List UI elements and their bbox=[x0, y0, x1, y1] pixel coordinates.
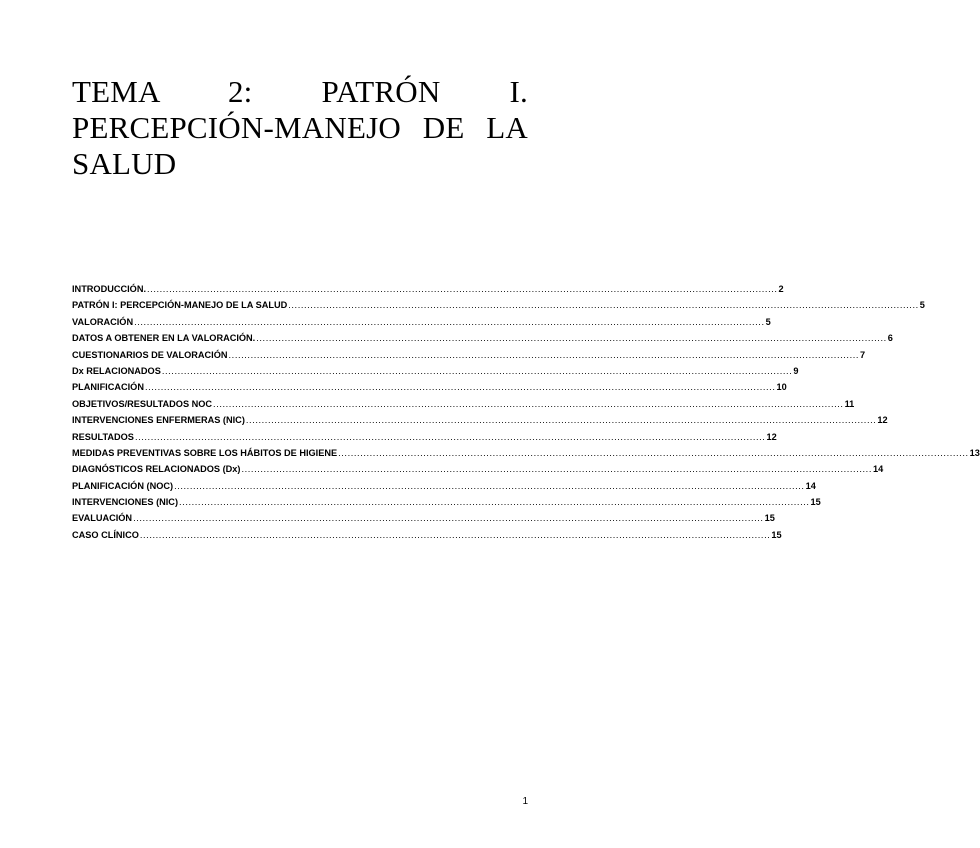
toc-dot-leader: ........................................................................................................................................................................................................ bbox=[144, 382, 776, 393]
toc-entry-label: INTRODUCCIÓN. bbox=[72, 284, 147, 294]
toc-entry-label: PLANIFICACIÓN (NOC) bbox=[72, 480, 174, 491]
toc-entry-page-number: 10 bbox=[776, 382, 787, 393]
toc-dot-leader: ........................................................................................................................................................................................................ bbox=[174, 480, 805, 491]
toc-entry-label: Dx RELACIONADOS bbox=[72, 365, 161, 376]
toc-entry-page-number: 9 bbox=[793, 365, 799, 376]
toc-dot-leader: ........................................................................................................................................................................................................ bbox=[133, 513, 764, 524]
toc-entry-page-number: 15 bbox=[810, 497, 821, 508]
toc-entry[interactable] bbox=[72, 510, 775, 526]
toc-entry-page-number: 7 bbox=[860, 349, 866, 360]
toc-entry[interactable] bbox=[72, 527, 782, 543]
toc-entry-label: CASO CLÍNICO bbox=[72, 529, 139, 540]
toc-entry-page-number: 12 bbox=[766, 431, 777, 442]
toc-dot-leader: ........................................................................................................................................................................................................ bbox=[228, 349, 860, 360]
toc-entry-page-number: 14 bbox=[805, 480, 816, 491]
page-number: 1 bbox=[522, 796, 528, 807]
toc-entry-label: RESULTADOS bbox=[72, 431, 134, 442]
toc-entry[interactable] bbox=[72, 478, 816, 494]
toc-entry-label: VALORACIÓN bbox=[72, 316, 134, 327]
toc-entry-page-number: 11 bbox=[844, 398, 855, 409]
toc-dot-leader: ........................................................................................................................................................................................................ bbox=[134, 316, 765, 327]
toc-entry-page-number: 12 bbox=[877, 415, 888, 426]
toc-entry[interactable] bbox=[72, 461, 884, 477]
toc-entry[interactable] bbox=[72, 429, 777, 445]
toc-dot-leader: ........................................................................................................................................................................................................ bbox=[147, 284, 778, 294]
toc-entry-page-number: 13 bbox=[969, 447, 980, 458]
toc-entry-label: CUESTIONARIOS DE VALORACIÓN bbox=[72, 349, 228, 360]
table-of-contents bbox=[72, 281, 980, 543]
toc-dot-leader: ........................................................................................................................................................................................................ bbox=[139, 529, 771, 540]
toc-dot-leader: ........................................................................................................................................................................................................ bbox=[245, 415, 877, 426]
toc-entry[interactable] bbox=[72, 314, 771, 330]
toc-entry[interactable] bbox=[72, 412, 888, 428]
title-line-3: SALUD bbox=[72, 146, 177, 181]
toc-dot-leader: ........................................................................................................................................................................................................ bbox=[256, 333, 887, 344]
toc-dot-leader: ........................................................................................................................................................................................................ bbox=[134, 431, 766, 442]
toc-entry-page-number: 15 bbox=[771, 529, 782, 540]
toc-entry[interactable] bbox=[72, 281, 784, 297]
toc-dot-leader: ........................................................................................................................................................................................................ bbox=[161, 365, 793, 376]
toc-entry-page-number: 6 bbox=[887, 333, 893, 344]
toc-entry-label: PATRÓN I: PERCEPCIÓN-MANEJO DE LA SALUD bbox=[72, 300, 288, 311]
toc-entry[interactable] bbox=[72, 363, 799, 379]
toc-entry-page-number: 5 bbox=[765, 316, 771, 327]
toc-entry[interactable] bbox=[72, 347, 866, 363]
toc-entry-page-number: 15 bbox=[764, 513, 775, 524]
toc-dot-leader: ........................................................................................................................................................................................................ bbox=[213, 398, 844, 409]
toc-entry[interactable] bbox=[72, 379, 787, 395]
toc-dot-leader: ........................................................................................................................................................................................................ bbox=[338, 447, 969, 458]
toc-dot-leader: ........................................................................................................................................................................................................ bbox=[241, 464, 872, 475]
toc-entry-label: OBJETIVOS/RESULTADOS NOC bbox=[72, 398, 213, 409]
toc-dot-leader: ........................................................................................................................................................................................................ bbox=[288, 300, 919, 311]
title-line-2: PERCEPCIÓN-MANEJO DE LA bbox=[72, 110, 528, 145]
toc-entry-label: INTERVENCIONES ENFERMERAS (NIC) bbox=[72, 415, 245, 426]
toc-entry-label: DIAGNÓSTICOS RELACIONADOS (Dx) bbox=[72, 464, 241, 475]
title-line-1: TEMA 2: PATRÓN I. bbox=[72, 74, 528, 109]
toc-entry-page-number: 5 bbox=[919, 300, 925, 311]
toc-entry-label: MEDIDAS PREVENTIVAS SOBRE LOS HÁBITOS DE HIGIENE bbox=[72, 447, 338, 458]
toc-entry[interactable] bbox=[72, 445, 980, 461]
toc-entry-label: EVALUACIÓN bbox=[72, 513, 133, 524]
document-title bbox=[72, 74, 528, 182]
toc-dot-leader: ........................................................................................................................................................................................................ bbox=[179, 497, 810, 508]
toc-entry[interactable] bbox=[72, 297, 925, 313]
toc-entry[interactable] bbox=[72, 396, 855, 412]
toc-entry-label: DATOS A OBTENER EN LA VALORACIÓN. bbox=[72, 333, 256, 344]
toc-entry-label: PLANIFICACIÓN bbox=[72, 382, 144, 393]
toc-entry[interactable] bbox=[72, 330, 893, 346]
toc-entry-page-number: 2 bbox=[778, 284, 784, 294]
toc-entry[interactable] bbox=[72, 494, 821, 510]
toc-entry-page-number: 14 bbox=[872, 464, 884, 475]
toc-entry-label: INTERVENCIONES (NIC) bbox=[72, 497, 179, 508]
